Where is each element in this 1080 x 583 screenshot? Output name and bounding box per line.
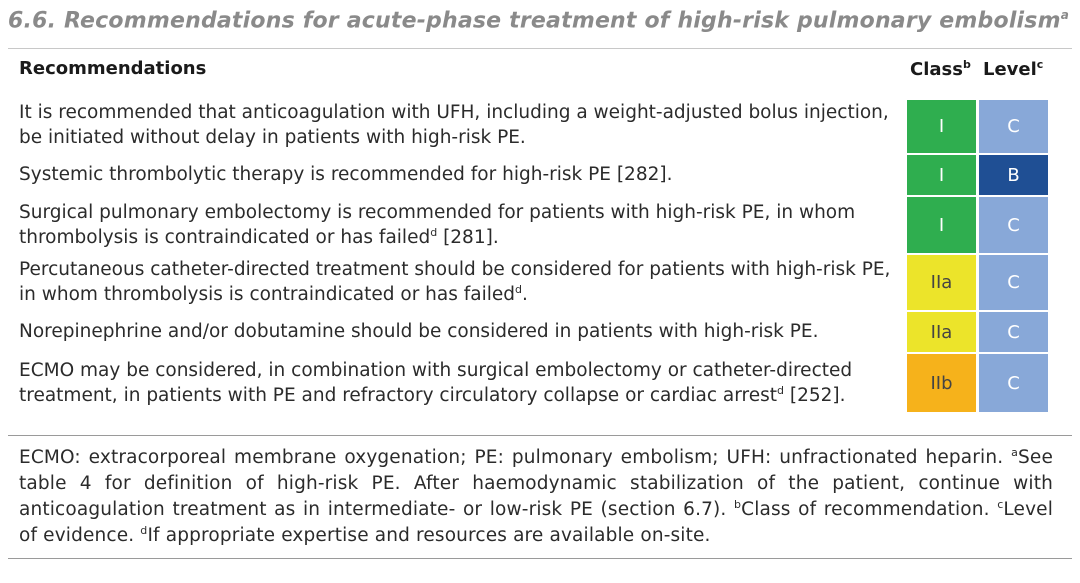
class-cell-1: I [907,100,976,153]
level-cell-6: C [979,354,1048,412]
class-cell-2: I [907,155,976,195]
recommendations-header: Recommendations [19,58,207,79]
recommendation-row-6: ECMO may be considered, in combination with surgical embolectomy or catheter-directed treatment, in patients with PE and refractory circulatory collapse or cardiac arrest$^d$ [252]. [19,360,853,406]
top-rule [8,48,1072,49]
class-cell-4: IIa [907,255,976,310]
class-header: Class$^b$ [910,58,971,80]
recommendation-row-2: Systemic thrombolytic therapy is recommended for high-risk PE [282]. [19,164,673,185]
recommendation-row-1: It is recommended that anticoagulation with UFH, including a weight-adjusted bolus injection, be initiated without delay in patients with high-risk PE. [19,102,889,148]
level-cell-1: C [979,100,1048,153]
level-cell-3: C [979,197,1048,253]
class-cell-3: I [907,197,976,253]
recommendation-row-5: Norepinephrine and/or dobutamine should be considered in patients with high-risk PE. [19,321,819,342]
section-title: 6.6. Recommendations for acute-phase treatment of high-risk pulmonary embolism$^a$ [8,8,1070,34]
footnote: ECMO: extracorporeal membrane oxygenation; PE: pulmonary embolism; UFH: unfractionated heparin. $^a$See table 4 for definition of high-risk PE. After haemodynamic stabilization of the patient, continue with anticoagulation treatment as in intermediate- or low-risk PE (section 6.7). $^b$Class of recommendation. $^c$Level of evidence. $^d$If appropriate expertise and resources are available on-site. [19,445,1054,546]
level-cell-5: C [979,312,1048,352]
level-cell-4: C [979,255,1048,310]
recommendation-row-3: Surgical pulmonary embolectomy is recommended for patients with high-risk PE, in whom thrombolysis is contraindicated or has failed$^d$ [281]. [19,202,856,248]
level-header: Level$^c$ [983,58,1044,80]
level-cell-2: B [979,155,1048,195]
class-cell-5: IIa [907,312,976,352]
class-cell-6: IIb [907,354,976,412]
table-bottom-rule [8,435,1072,436]
footnote-bottom-rule [8,558,1072,559]
recommendation-row-4: Percutaneous catheter-directed treatment should be considered for patients with high-risk PE, in whom thrombolysis is contraindicated or has failed$^d$. [19,259,891,305]
